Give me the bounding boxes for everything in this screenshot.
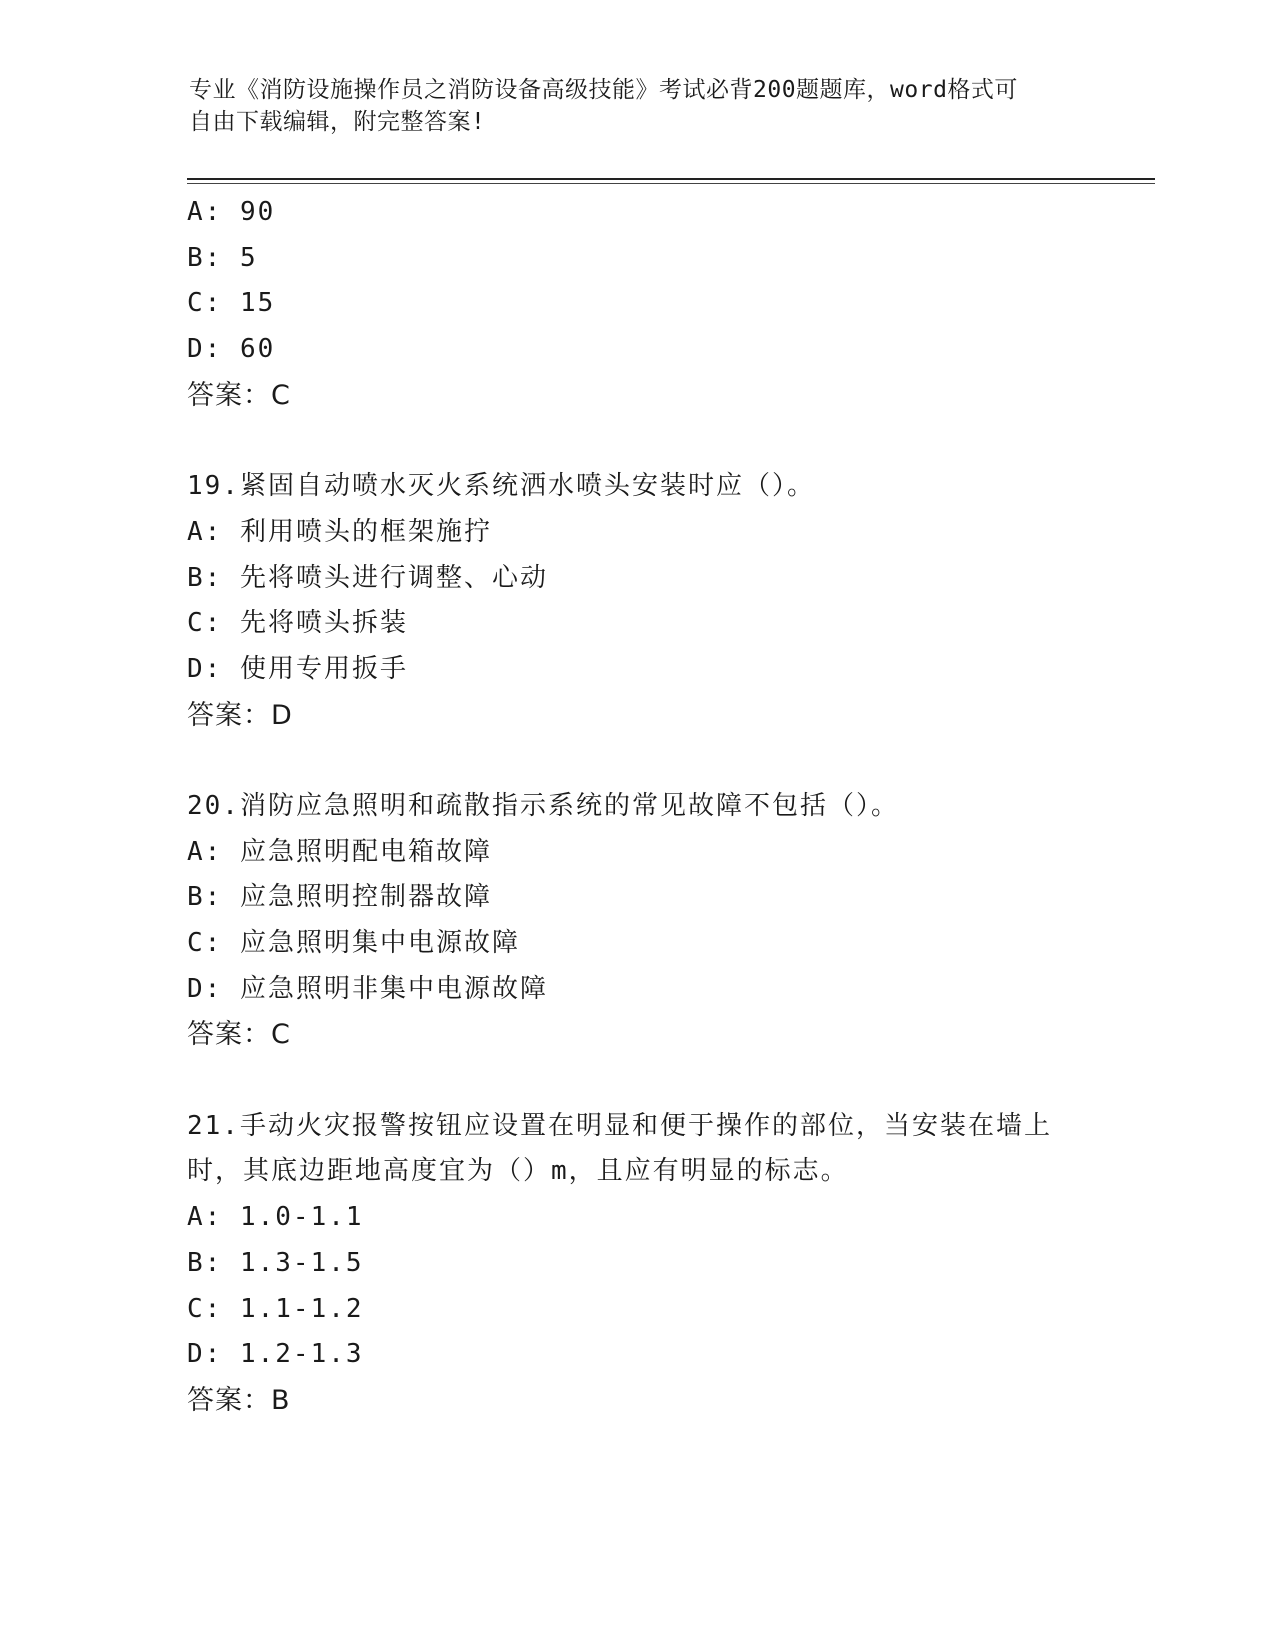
option-a: A: 90 — [187, 197, 276, 227]
header-line-1: 专业《消防设施操作员之消防设备高级技能》考试必背200题题库，word格式可 — [189, 77, 1018, 103]
answer-line: 答案：C — [187, 379, 291, 411]
option-c: C: 应急照明集中电源故障 — [187, 928, 520, 958]
header-line-2: 自由下载编辑，附完整答案! — [189, 109, 486, 135]
question-text-line-2: 时，其底边距地高度宜为（）m，且应有明显的标志。 — [187, 1156, 849, 1187]
block-spacer — [187, 1058, 1117, 1104]
block-spacer — [187, 418, 1117, 464]
option-a: A: 利用喷头的框架施拧 — [187, 516, 492, 547]
option-d: D: 1.2-1.3 — [187, 1339, 364, 1370]
option-c: C: 先将喷头拆装 — [187, 608, 408, 639]
option-b: B: 应急照明控制器故障 — [187, 882, 492, 913]
option-a: A: 应急照明配电箱故障 — [187, 836, 492, 867]
option-c: C: 1.1-1.2 — [187, 1293, 364, 1324]
option-b: B: 1.3-1.5 — [187, 1247, 364, 1278]
header-divider-thick — [187, 178, 1155, 180]
option-b: B: 5 — [187, 242, 258, 273]
question-text: 19.紧固自动喷水灭火系统洒水喷头安装时应（）。 — [187, 471, 815, 502]
option-a: A: 1.0-1.1 — [187, 1202, 364, 1233]
option-d: D: 使用专用扳手 — [187, 653, 408, 684]
question-text-line-1: 21.手动火灾报警按钮应设置在明显和便于操作的部位，当安装在墙上 — [187, 1110, 1052, 1141]
document-header — [189, 74, 1089, 138]
option-d: D: 应急照明非集中电源故障 — [187, 973, 548, 1004]
question-block-21 — [187, 1104, 1117, 1424]
answer-line: 答案：C — [187, 1019, 291, 1051]
option-d: D: 60 — [187, 334, 276, 365]
question-block-20 — [187, 784, 1117, 1058]
option-c: C: 15 — [187, 288, 276, 319]
option-b: B: 先将喷头进行调整、心动 — [187, 562, 548, 593]
question-block-19 — [187, 464, 1117, 738]
question-list — [187, 190, 1117, 1424]
header-divider-thin — [187, 183, 1155, 184]
question-text: 20.消防应急照明和疏散指示系统的常见故障不包括（）。 — [187, 790, 899, 821]
answer-line: 答案：D — [187, 699, 293, 731]
block-spacer — [187, 738, 1117, 784]
question-block-18 — [187, 190, 1117, 418]
answer-line: 答案：B — [187, 1384, 291, 1416]
